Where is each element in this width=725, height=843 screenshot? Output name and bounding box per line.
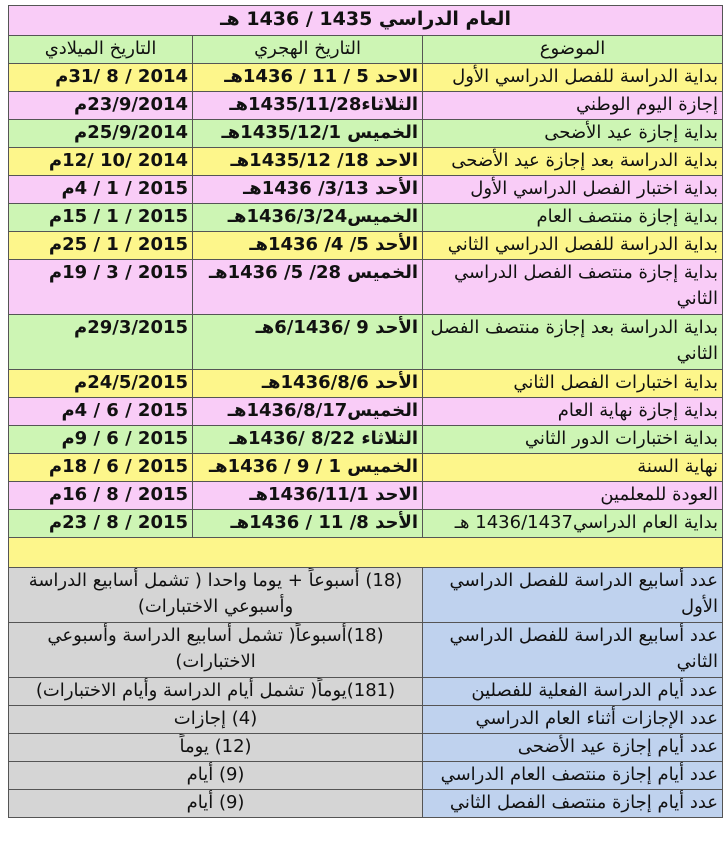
event-gregorian-date: 23/9/2014م <box>9 92 193 120</box>
title-row <box>9 6 723 36</box>
event-subject: بداية اختبار الفصل الدراسي الأول <box>423 176 723 204</box>
event-gregorian-date: 25/9/2014م <box>9 120 193 148</box>
event-subject: بداية اختبارات الدور الثاني <box>423 426 723 454</box>
event-hijri-date: الخميس 1435/12/1هـ <box>193 120 423 148</box>
stat-row <box>9 734 723 762</box>
event-gregorian-date: 2015 / 6 / 4م <box>9 398 193 426</box>
event-subject: إجازة اليوم الوطني <box>423 92 723 120</box>
event-row <box>9 510 723 538</box>
calendar-title: العام الدراسي 1435 / 1436 هـ <box>9 6 723 36</box>
stat-value: (9) أيام <box>9 790 423 818</box>
event-subject: بداية اختبارات الفصل الثاني <box>423 370 723 398</box>
stat-value: (18)أسبوعاً( تشمل أسابيع الدراسة وأسبوعي الاختبارات) <box>9 623 423 678</box>
event-hijri-date: الاحد 18/ 1435/12هـ <box>193 148 423 176</box>
event-hijri-date: الأحد 3/13/ 1436هـ <box>193 176 423 204</box>
event-subject: بداية الدراسة بعد إجازة عيد الأضحى <box>423 148 723 176</box>
event-row <box>9 398 723 426</box>
stat-value: (9) أيام <box>9 762 423 790</box>
stat-row <box>9 623 723 678</box>
event-subject: العودة للمعلمين <box>423 482 723 510</box>
event-gregorian-date: 2015 / 8 / 16م <box>9 482 193 510</box>
event-row <box>9 315 723 370</box>
event-row <box>9 204 723 232</box>
event-subject: بداية الدراسة للفصل الدراسي الأول <box>423 64 723 92</box>
event-gregorian-date: 2015 / 1 / 15م <box>9 204 193 232</box>
event-hijri-date: الثلاثاء 8/22 /1436هـ <box>193 426 423 454</box>
calendar-body <box>9 6 723 818</box>
event-hijri-date: الأحد 9 /6/1436هـ <box>193 315 423 370</box>
event-hijri-date: الخميس1436/8/17هـ <box>193 398 423 426</box>
event-gregorian-date: 29/3/2015م <box>9 315 193 370</box>
event-hijri-date: الثلاثاء1435/11/28هـ <box>193 92 423 120</box>
event-hijri-date: الاحد 1436/11/1هـ <box>193 482 423 510</box>
event-gregorian-date: 2015 / 1 / 4م <box>9 176 193 204</box>
event-row <box>9 92 723 120</box>
event-hijri-date: الخميس 28/ 5/ 1436هـ <box>193 260 423 315</box>
stat-row <box>9 678 723 706</box>
event-gregorian-date: 2015 / 1 / 25م <box>9 232 193 260</box>
stat-label: عدد أيام إجازة منتصف الفصل الثاني <box>423 790 723 818</box>
header-hijri: التاريخ الهجري <box>193 36 423 64</box>
event-subject: بداية الدراسة للفصل الدراسي الثاني <box>423 232 723 260</box>
spacer-row <box>9 538 723 568</box>
event-gregorian-date: 2015 / 6 / 18م <box>9 454 193 482</box>
event-subject: بداية إجازة منتصف الفصل الدراسي الثاني <box>423 260 723 315</box>
stat-row <box>9 762 723 790</box>
event-subject: نهاية السنة <box>423 454 723 482</box>
stat-label: عدد أسابيع الدراسة للفصل الدراسي الثاني <box>423 623 723 678</box>
event-row <box>9 454 723 482</box>
event-subject: بداية إجازة عيد الأضحى <box>423 120 723 148</box>
stat-label: عدد أيام الدراسة الفعلية للفصلين <box>423 678 723 706</box>
event-row <box>9 370 723 398</box>
event-subject: بداية العام الدراسي1436/1437 هـ <box>423 510 723 538</box>
event-subject: بداية إجازة نهاية العام <box>423 398 723 426</box>
header-subject: الموضوع <box>423 36 723 64</box>
event-hijri-date: الأحد 5/ 4/ 1436هـ <box>193 232 423 260</box>
stat-row <box>9 790 723 818</box>
stat-label: عدد أيام إجازة عيد الأضحى <box>423 734 723 762</box>
school-calendar-table <box>8 5 723 818</box>
stat-row <box>9 706 723 734</box>
spacer-cell <box>9 538 723 568</box>
event-row <box>9 482 723 510</box>
event-gregorian-date: 2014 / 8 /31م <box>9 64 193 92</box>
event-row <box>9 426 723 454</box>
event-gregorian-date: 24/5/2015م <box>9 370 193 398</box>
event-hijri-date: الخميس1436/3/24هـ <box>193 204 423 232</box>
event-gregorian-date: 2015 / 8 / 23م <box>9 510 193 538</box>
stat-value: (18) أسبوعاً + يوما واحدا ( تشمل أسابيع الدراسة وأسبوعي الاختبارات) <box>9 568 423 623</box>
event-gregorian-date: 2015 / 3 / 19م <box>9 260 193 315</box>
event-row <box>9 176 723 204</box>
header-row <box>9 36 723 64</box>
event-row <box>9 260 723 315</box>
stat-value: (181)يوماً( تشمل أيام الدراسة وأيام الاختبارات) <box>9 678 423 706</box>
event-hijri-date: الخميس 1 / 9 / 1436هـ <box>193 454 423 482</box>
event-subject: بداية إجازة منتصف العام <box>423 204 723 232</box>
event-hijri-date: الأحد 8/ 11 / 1436هـ <box>193 510 423 538</box>
event-row <box>9 232 723 260</box>
event-subject: بداية الدراسة بعد إجازة منتصف الفصل الثاني <box>423 315 723 370</box>
stat-label: عدد أسابيع الدراسة للفصل الدراسي الأول <box>423 568 723 623</box>
event-row <box>9 148 723 176</box>
event-row <box>9 64 723 92</box>
event-hijri-date: الاحد 5 / 11 / 1436هـ <box>193 64 423 92</box>
stat-label: عدد أيام إجازة منتصف العام الدراسي <box>423 762 723 790</box>
event-gregorian-date: 2014 /10 /12م <box>9 148 193 176</box>
event-hijri-date: الأحد 1436/8/6هـ <box>193 370 423 398</box>
header-gregorian: التاريخ الميلادي <box>9 36 193 64</box>
event-row <box>9 120 723 148</box>
stat-value: (12) يوماً <box>9 734 423 762</box>
stat-label: عدد الإجازات أثناء العام الدراسي <box>423 706 723 734</box>
event-gregorian-date: 2015 / 6 / 9م <box>9 426 193 454</box>
stat-row <box>9 568 723 623</box>
stat-value: (4) إجازات <box>9 706 423 734</box>
